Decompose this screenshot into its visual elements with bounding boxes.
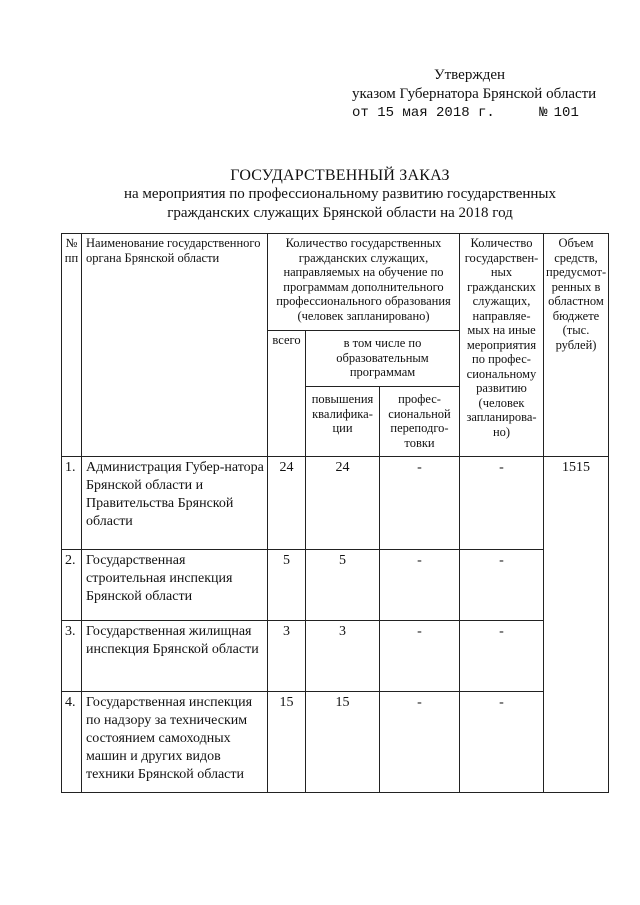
row-qualification: 5 [306,550,380,621]
row-qualification: 24 [306,457,380,550]
row-retraining: - [380,457,460,550]
title-subtitle-1: на мероприятия по профессиональному развитию государственных [124,186,556,202]
approval-number: 101 [553,105,579,121]
row-other: - [460,550,544,621]
approval-line1: Утвержден [434,67,506,83]
approval-line2: указом Губернатора Брянской области [352,86,597,102]
order-table [61,233,609,793]
header-org: Наименование государственного органа Брянской области [82,234,268,457]
row-qualification: 3 [306,621,380,692]
row-budget-empty [544,621,609,692]
header-all: всего [268,331,306,457]
title-main: ГОСУДАРСТВЕННЫЙ ЗАКАЗ [230,167,450,184]
header-num: № пп [62,234,82,457]
row-budget: 1515 [544,457,609,550]
row-num: 2. [62,550,82,621]
row-qualification: 15 [306,692,380,793]
number-label: № [539,105,548,121]
table-row [62,457,609,550]
approval-date-line [352,104,612,123]
row-retraining: - [380,692,460,793]
header-budget: Объем средств, предусмот-ренных в областном бюджете (тыс. рублей) [544,234,609,457]
row-all: 15 [268,692,306,793]
row-all: 3 [268,621,306,692]
row-all: 5 [268,550,306,621]
row-all: 24 [268,457,306,550]
row-num: 1. [62,457,82,550]
row-other: - [460,692,544,793]
row-other: - [460,457,544,550]
row-retraining: - [380,550,460,621]
header-qualification: повышения квалифика-ции [306,387,380,457]
header-retraining: профес-сиональной переподго-товки [380,387,460,457]
row-retraining: - [380,621,460,692]
approval-date: 15 мая 2018 г. [377,105,495,121]
row-num: 4. [62,692,82,793]
table-row [62,550,609,621]
table-row [62,692,609,793]
approval-block [352,66,612,123]
row-org: Государственная строительная инспекция Брянской области [82,550,268,621]
table-row [62,621,609,692]
row-org: Государственная инспекция по надзору за техническим состоянием самоходных машин и других видов техники Брянской области [82,692,268,793]
header-count-total: Количество государственных гражданских служащих, направляемых на обучение по программам дополнительного профессионального образования (человек запланировано) [268,234,460,331]
document-title [60,166,620,223]
row-org: Государственная жилищная инспекция Брянской области [82,621,268,692]
date-prefix: от [352,105,369,121]
row-budget-empty [544,692,609,793]
header-including: в том числе по образовательным программам [306,331,460,387]
row-num: 3. [62,621,82,692]
row-org: Администрация Губер-натора Брянской области и Правительства Брянской области [82,457,268,550]
header-other-events: Количество государствен-ных гражданских служащих, направляе-мых на иные мероприятия по профес-сиональному развитию (человек запланирова-но) [460,234,544,457]
row-other: - [460,621,544,692]
row-budget-empty [544,550,609,621]
title-subtitle-2: гражданских служащих Брянской области на 2018 год [167,205,513,221]
